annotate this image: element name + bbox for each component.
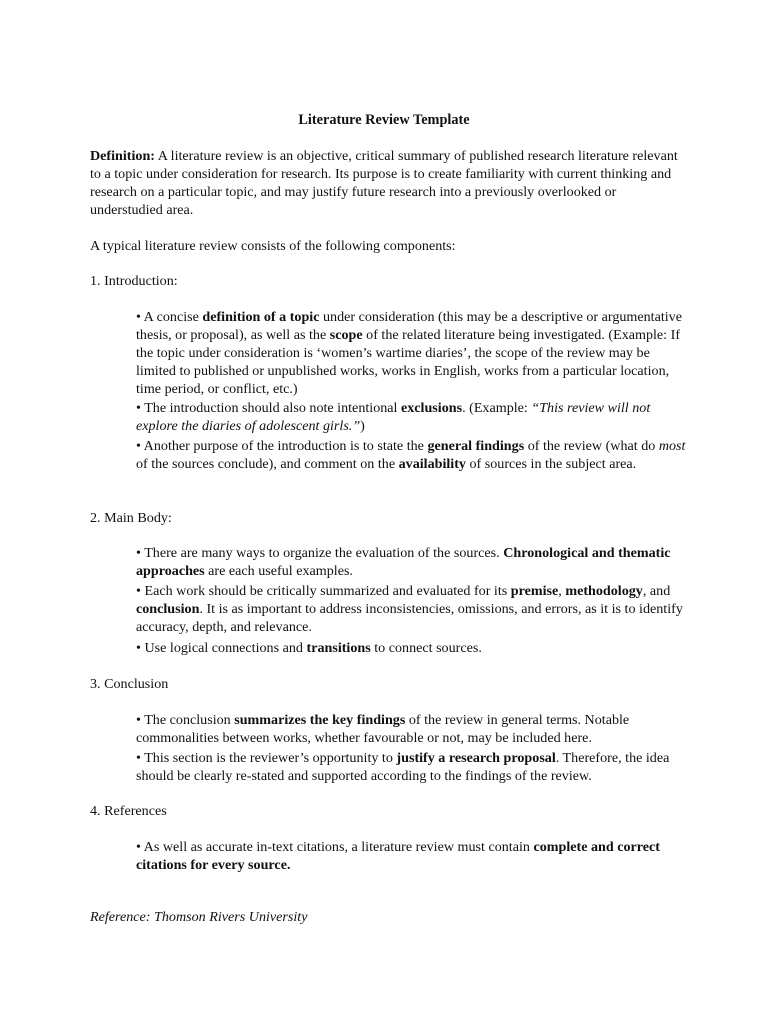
bullet-text-segment: transitions [306,640,371,656]
bullet-text-segment: of sources in the subject area. [465,456,637,472]
section-heading-introduction: 1. Introduction: [90,273,178,289]
bullet-text-segment: of the sources conclude), and comment on the [136,456,399,472]
bullet-text-segment: justify a research proposal [396,750,556,766]
bullet-item [136,437,692,473]
bullet-text-segment: ) [360,418,365,434]
bullet-item [136,749,692,785]
bullet-text-segment: availability [398,456,466,472]
bullet-item [136,582,692,636]
bullet-text-segment: • A concise [136,309,203,325]
bullet-text-segment: definition of a topic [202,309,320,325]
bullet-text-segment: complete and correct citations for every source. [136,839,661,873]
definition-label: Definition: [90,148,155,164]
bullet-item [136,639,692,657]
definition-text: A literature review is an objective, critical summary of published research literature relevant to a topic under consideration for research. Its purpose is to create familiarity with current thinking and research on a particular topic, and may justify future research into a previously overlooked or understudied area. [90,148,678,218]
bullet-text-segment: • This section is the reviewer’s opportunity to [136,750,397,766]
bullet-text-segment: • Use logical connections and [136,640,307,656]
bullet-item [136,711,692,747]
bullet-text-segment: of the review in general terms. Notable commonalities between works, whether favourable or not, may be included here. [136,712,630,746]
bullet-text-segment: to connect sources. [370,640,482,656]
document-title: Literature Review Template [298,112,470,128]
bullet-text-segment: “This review will not explore the diaries of adolescent girls.” [136,400,651,434]
bullet-text-segment: . (Example: [462,400,532,416]
bullet-text-segment: summarizes the key findings [234,712,406,728]
bullet-text-segment: of the related literature being investigated. (Example: If the topic under consideration is ‘women’s wartime diaries’, the scope of the review may be limited to published or unpublished works, works in English, works from a particular location, time period, or conflict, etc.) [136,327,681,397]
bullet-item [136,838,692,874]
definition-paragraph [90,147,690,219]
bullet-item [136,308,692,398]
bullet-text-segment: • Each work should be critically summarized and evaluated for its [136,583,511,599]
bullet-item [136,544,692,580]
bullet-text-segment: conclusion [136,601,200,617]
bullet-text-segment: • Another purpose of the introduction is to state the [136,438,428,454]
bullet-text-segment: premise [510,583,559,599]
bullet-text-segment: , and [642,583,671,599]
bullet-text-segment: exclusions [400,400,463,416]
bullet-text-segment: , [558,583,566,599]
section-heading-main-body: 2. Main Body: [90,510,172,526]
bullet-text-segment: methodology [565,583,643,599]
bullet-text-segment: • The conclusion [136,712,235,728]
bullet-text-segment: scope [329,327,363,343]
bullet-text-segment: most [658,438,686,454]
bullet-text-segment: • The introduction should also note intentional [136,400,401,416]
components-intro: A typical literature review consists of the following components: [90,238,456,254]
bullet-item [136,399,692,435]
reference-note: Reference: Thomson Rivers University [90,909,308,925]
section-heading-references: 4. References [90,803,167,819]
bullet-text-segment: general findings [427,438,525,454]
bullet-text-segment: . It is as important to address inconsistencies, omissions, and errors, as it is to identify accuracy, depth, and relevance. [136,601,683,635]
bullet-text-segment: • There are many ways to organize the evaluation of the sources. [136,545,504,561]
bullet-text-segment: • As well as accurate in-text citations, a literature review must contain [136,839,534,855]
bullet-text-segment: Chronological and thematic approaches [136,545,671,579]
section-heading-conclusion: 3. Conclusion [90,676,169,692]
bullet-text-segment: . Therefore, the idea should be clearly re-stated and supported according to the findings of the review. [136,750,670,784]
bullet-text-segment: under consideration (this may be a descriptive or argumentative thesis, or proposal), as well as the [136,309,682,343]
bullet-text-segment: of the review (what do [524,438,659,454]
bullet-text-segment: are each useful examples. [204,563,353,579]
